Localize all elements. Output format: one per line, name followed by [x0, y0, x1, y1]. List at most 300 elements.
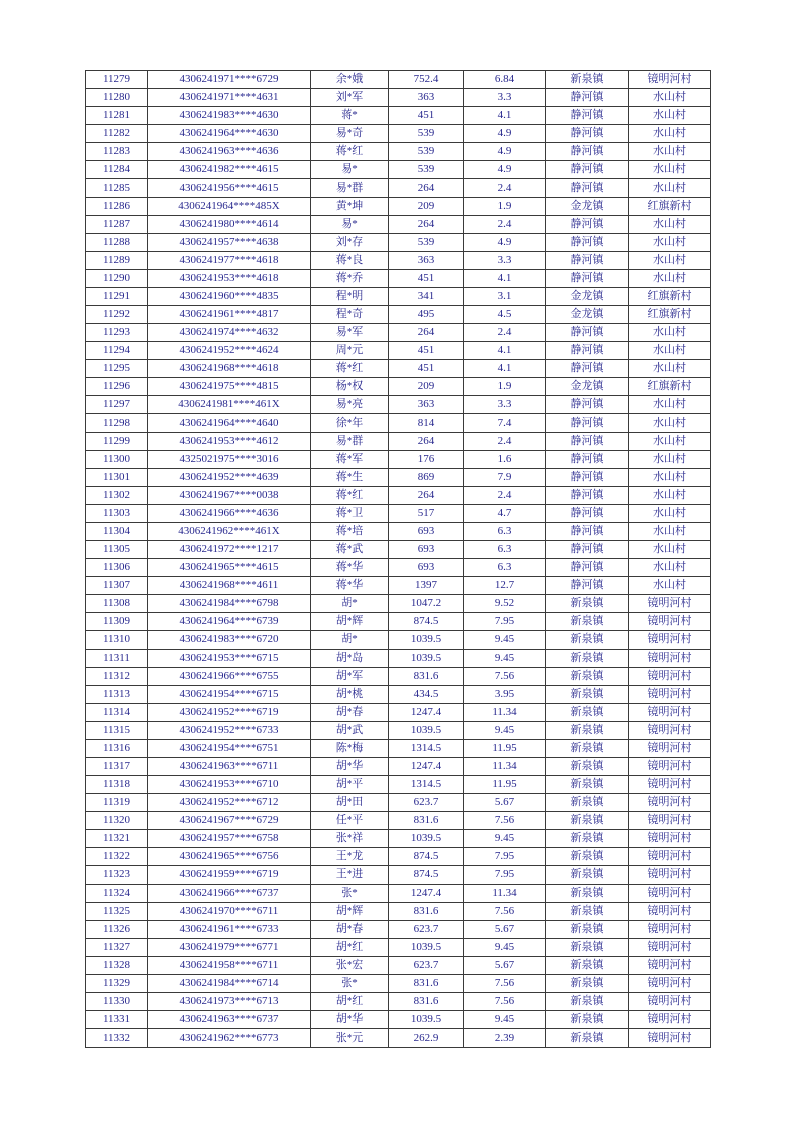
serial-cell: 11330: [86, 992, 148, 1010]
serial-cell: 11305: [86, 541, 148, 559]
rate-cell: 9.45: [464, 938, 546, 956]
serial-cell: 11280: [86, 89, 148, 107]
village-cell: 水山村: [629, 541, 711, 559]
rate-cell: 6.3: [464, 559, 546, 577]
serial-cell: 11288: [86, 233, 148, 251]
name-cell: 黄*坤: [311, 197, 389, 215]
rate-cell: 1.9: [464, 378, 546, 396]
records-table: [85, 70, 711, 1048]
table-row: [86, 649, 711, 667]
serial-cell: 11290: [86, 269, 148, 287]
name-cell: 张*: [311, 974, 389, 992]
rate-cell: 9.52: [464, 595, 546, 613]
village-cell: 水山村: [629, 342, 711, 360]
town-cell: 静河镇: [546, 215, 629, 233]
town-cell: 金龙镇: [546, 378, 629, 396]
serial-cell: 11313: [86, 685, 148, 703]
rate-cell: 3.95: [464, 685, 546, 703]
amount-cell: 831.6: [389, 812, 464, 830]
serial-cell: 11295: [86, 360, 148, 378]
serial-cell: 11320: [86, 812, 148, 830]
id-number-cell: 4306241952****6712: [148, 794, 311, 812]
name-cell: 易*亮: [311, 396, 389, 414]
table-row: [86, 830, 711, 848]
serial-cell: 11296: [86, 378, 148, 396]
amount-cell: 1039.5: [389, 830, 464, 848]
table-row: [86, 866, 711, 884]
serial-cell: 11285: [86, 179, 148, 197]
amount-cell: 1314.5: [389, 776, 464, 794]
town-cell: 静河镇: [546, 450, 629, 468]
village-cell: 水山村: [629, 107, 711, 125]
rate-cell: 4.9: [464, 233, 546, 251]
serial-cell: 11300: [86, 450, 148, 468]
id-number-cell: 4306241956****4615: [148, 179, 311, 197]
name-cell: 陈*梅: [311, 739, 389, 757]
serial-cell: 11308: [86, 595, 148, 613]
village-cell: 水山村: [629, 179, 711, 197]
name-cell: 王*进: [311, 866, 389, 884]
amount-cell: 693: [389, 541, 464, 559]
rate-cell: 4.9: [464, 125, 546, 143]
id-number-cell: 4306241960****4835: [148, 287, 311, 305]
rate-cell: 11.34: [464, 884, 546, 902]
id-number-cell: 4306241964****4640: [148, 414, 311, 432]
serial-cell: 11310: [86, 631, 148, 649]
name-cell: 胡*春: [311, 920, 389, 938]
rate-cell: 12.7: [464, 577, 546, 595]
village-cell: 水山村: [629, 522, 711, 540]
name-cell: 胡*辉: [311, 613, 389, 631]
rate-cell: 9.45: [464, 1011, 546, 1029]
name-cell: 胡*军: [311, 667, 389, 685]
rate-cell: 3.3: [464, 251, 546, 269]
name-cell: 蒋*武: [311, 541, 389, 559]
name-cell: 易*军: [311, 324, 389, 342]
amount-cell: 874.5: [389, 848, 464, 866]
id-number-cell: 4306241984****6714: [148, 974, 311, 992]
table-row: [86, 432, 711, 450]
serial-cell: 11297: [86, 396, 148, 414]
rate-cell: 6.3: [464, 541, 546, 559]
amount-cell: 176: [389, 450, 464, 468]
town-cell: 新泉镇: [546, 649, 629, 667]
id-number-cell: 4306241954****6751: [148, 739, 311, 757]
id-number-cell: 4306241972****1217: [148, 541, 311, 559]
name-cell: 刘*军: [311, 89, 389, 107]
amount-cell: 1397: [389, 577, 464, 595]
amount-cell: 539: [389, 233, 464, 251]
amount-cell: 623.7: [389, 956, 464, 974]
rate-cell: 5.67: [464, 794, 546, 812]
table-row: [86, 794, 711, 812]
serial-cell: 11318: [86, 776, 148, 794]
name-cell: 易*群: [311, 432, 389, 450]
name-cell: 余*娥: [311, 71, 389, 89]
village-cell: 水山村: [629, 486, 711, 504]
id-number-cell: 4306241979****6771: [148, 938, 311, 956]
table-row: [86, 450, 711, 468]
table-row: [86, 613, 711, 631]
rate-cell: 11.95: [464, 776, 546, 794]
name-cell: 蒋*: [311, 107, 389, 125]
village-cell: 镜明河村: [629, 812, 711, 830]
amount-cell: 539: [389, 125, 464, 143]
village-cell: 镜明河村: [629, 794, 711, 812]
town-cell: 金龙镇: [546, 306, 629, 324]
rate-cell: 3.3: [464, 89, 546, 107]
rate-cell: 6.3: [464, 522, 546, 540]
rate-cell: 9.45: [464, 721, 546, 739]
table-row: [86, 324, 711, 342]
table-row: [86, 667, 711, 685]
rate-cell: 7.56: [464, 812, 546, 830]
amount-cell: 1039.5: [389, 1011, 464, 1029]
id-number-cell: 4306241964****6739: [148, 613, 311, 631]
table-row: [86, 179, 711, 197]
town-cell: 新泉镇: [546, 848, 629, 866]
village-cell: 镜明河村: [629, 776, 711, 794]
name-cell: 胡*岛: [311, 649, 389, 667]
id-number-cell: 4306241953****4612: [148, 432, 311, 450]
name-cell: 易*群: [311, 179, 389, 197]
table-row: [86, 956, 711, 974]
name-cell: 蒋*红: [311, 486, 389, 504]
table-row: [86, 161, 711, 179]
table-row: [86, 342, 711, 360]
amount-cell: 451: [389, 107, 464, 125]
table-row: [86, 522, 711, 540]
serial-cell: 11304: [86, 522, 148, 540]
village-cell: 镜明河村: [629, 830, 711, 848]
id-number-cell: 4306241953****6715: [148, 649, 311, 667]
serial-cell: 11325: [86, 902, 148, 920]
serial-cell: 11332: [86, 1029, 148, 1048]
amount-cell: 363: [389, 251, 464, 269]
serial-cell: 11317: [86, 757, 148, 775]
name-cell: 程*奇: [311, 306, 389, 324]
serial-cell: 11322: [86, 848, 148, 866]
table-row: [86, 251, 711, 269]
town-cell: 静河镇: [546, 522, 629, 540]
name-cell: 蒋*培: [311, 522, 389, 540]
name-cell: 刘*存: [311, 233, 389, 251]
amount-cell: 209: [389, 197, 464, 215]
town-cell: 金龙镇: [546, 287, 629, 305]
id-number-cell: 4306241968****4618: [148, 360, 311, 378]
id-number-cell: 4306241952****6733: [148, 721, 311, 739]
rate-cell: 2.4: [464, 432, 546, 450]
town-cell: 静河镇: [546, 89, 629, 107]
village-cell: 水山村: [629, 125, 711, 143]
rate-cell: 7.56: [464, 992, 546, 1010]
village-cell: 水山村: [629, 215, 711, 233]
village-cell: 水山村: [629, 360, 711, 378]
town-cell: 新泉镇: [546, 812, 629, 830]
rate-cell: 7.56: [464, 667, 546, 685]
records-table-body: [86, 71, 711, 1048]
name-cell: 胡*辉: [311, 902, 389, 920]
id-number-cell: 4306241962****461X: [148, 522, 311, 540]
village-cell: 水山村: [629, 269, 711, 287]
table-row: [86, 541, 711, 559]
amount-cell: 262.9: [389, 1029, 464, 1048]
table-row: [86, 1029, 711, 1048]
name-cell: 张*祥: [311, 830, 389, 848]
serial-cell: 11301: [86, 468, 148, 486]
town-cell: 静河镇: [546, 251, 629, 269]
amount-cell: 693: [389, 522, 464, 540]
town-cell: 新泉镇: [546, 685, 629, 703]
amount-cell: 1247.4: [389, 884, 464, 902]
name-cell: 程*明: [311, 287, 389, 305]
name-cell: 胡*华: [311, 1011, 389, 1029]
rate-cell: 9.45: [464, 631, 546, 649]
amount-cell: 264: [389, 486, 464, 504]
town-cell: 静河镇: [546, 233, 629, 251]
village-cell: 水山村: [629, 89, 711, 107]
village-cell: 镜明河村: [629, 956, 711, 974]
table-row: [86, 812, 711, 830]
name-cell: 王*龙: [311, 848, 389, 866]
rate-cell: 2.4: [464, 179, 546, 197]
name-cell: 蒋*生: [311, 468, 389, 486]
amount-cell: 1039.5: [389, 649, 464, 667]
rate-cell: 4.9: [464, 161, 546, 179]
rate-cell: 7.9: [464, 468, 546, 486]
table-row: [86, 486, 711, 504]
table-row: [86, 468, 711, 486]
rate-cell: 11.95: [464, 739, 546, 757]
name-cell: 胡*平: [311, 776, 389, 794]
id-number-cell: 4306241965****4615: [148, 559, 311, 577]
name-cell: 张*宏: [311, 956, 389, 974]
rate-cell: 2.4: [464, 215, 546, 233]
amount-cell: 434.5: [389, 685, 464, 703]
serial-cell: 11282: [86, 125, 148, 143]
village-cell: 镜明河村: [629, 902, 711, 920]
rate-cell: 4.1: [464, 269, 546, 287]
rate-cell: 7.56: [464, 974, 546, 992]
table-row: [86, 504, 711, 522]
name-cell: 张*: [311, 884, 389, 902]
serial-cell: 11309: [86, 613, 148, 631]
name-cell: 胡*: [311, 595, 389, 613]
town-cell: 静河镇: [546, 414, 629, 432]
table-row: [86, 776, 711, 794]
village-cell: 水山村: [629, 143, 711, 161]
rate-cell: 4.1: [464, 342, 546, 360]
table-row: [86, 920, 711, 938]
serial-cell: 11321: [86, 830, 148, 848]
amount-cell: 451: [389, 342, 464, 360]
table-row: [86, 577, 711, 595]
amount-cell: 264: [389, 432, 464, 450]
id-number-cell: 4306241974****4632: [148, 324, 311, 342]
id-number-cell: 4306241954****6715: [148, 685, 311, 703]
serial-cell: 11329: [86, 974, 148, 992]
village-cell: 镜明河村: [629, 992, 711, 1010]
village-cell: 水山村: [629, 414, 711, 432]
village-cell: 镜明河村: [629, 685, 711, 703]
id-number-cell: 4306241952****6719: [148, 703, 311, 721]
id-number-cell: 4306241958****6711: [148, 956, 311, 974]
amount-cell: 539: [389, 143, 464, 161]
rate-cell: 1.6: [464, 450, 546, 468]
serial-cell: 11326: [86, 920, 148, 938]
name-cell: 蒋*华: [311, 577, 389, 595]
id-number-cell: 4306241963****4636: [148, 143, 311, 161]
table-row: [86, 992, 711, 1010]
village-cell: 镜明河村: [629, 703, 711, 721]
amount-cell: 1247.4: [389, 757, 464, 775]
table-row: [86, 739, 711, 757]
table-row: [86, 360, 711, 378]
rate-cell: 11.34: [464, 703, 546, 721]
town-cell: 新泉镇: [546, 1011, 629, 1029]
amount-cell: 451: [389, 360, 464, 378]
town-cell: 新泉镇: [546, 667, 629, 685]
serial-cell: 11279: [86, 71, 148, 89]
village-cell: 水山村: [629, 504, 711, 522]
rate-cell: 9.45: [464, 649, 546, 667]
id-number-cell: 4306241964****485X: [148, 197, 311, 215]
serial-cell: 11283: [86, 143, 148, 161]
village-cell: 红旗新村: [629, 197, 711, 215]
amount-cell: 209: [389, 378, 464, 396]
amount-cell: 264: [389, 324, 464, 342]
table-row: [86, 306, 711, 324]
town-cell: 静河镇: [546, 107, 629, 125]
serial-cell: 11331: [86, 1011, 148, 1029]
serial-cell: 11323: [86, 866, 148, 884]
table-row: [86, 269, 711, 287]
table-row: [86, 414, 711, 432]
table-row: [86, 89, 711, 107]
serial-cell: 11298: [86, 414, 148, 432]
rate-cell: 5.67: [464, 956, 546, 974]
village-cell: 红旗新村: [629, 287, 711, 305]
name-cell: 杨*权: [311, 378, 389, 396]
id-number-cell: 4306241968****4611: [148, 577, 311, 595]
serial-cell: 11302: [86, 486, 148, 504]
name-cell: 胡*桃: [311, 685, 389, 703]
town-cell: 新泉镇: [546, 703, 629, 721]
town-cell: 静河镇: [546, 179, 629, 197]
village-cell: 水山村: [629, 251, 711, 269]
rate-cell: 6.84: [464, 71, 546, 89]
amount-cell: 831.6: [389, 974, 464, 992]
rate-cell: 9.45: [464, 830, 546, 848]
village-cell: 水山村: [629, 324, 711, 342]
town-cell: 新泉镇: [546, 739, 629, 757]
rate-cell: 5.67: [464, 920, 546, 938]
table-row: [86, 902, 711, 920]
amount-cell: 874.5: [389, 613, 464, 631]
id-number-cell: 4306241982****4615: [148, 161, 311, 179]
table-row: [86, 757, 711, 775]
village-cell: 镜明河村: [629, 649, 711, 667]
village-cell: 水山村: [629, 233, 711, 251]
serial-cell: 11316: [86, 739, 148, 757]
village-cell: 镜明河村: [629, 739, 711, 757]
town-cell: 静河镇: [546, 504, 629, 522]
id-number-cell: 4306241953****4618: [148, 269, 311, 287]
town-cell: 静河镇: [546, 396, 629, 414]
serial-cell: 11319: [86, 794, 148, 812]
id-number-cell: 4306241967****0038: [148, 486, 311, 504]
table-row: [86, 884, 711, 902]
town-cell: 新泉镇: [546, 631, 629, 649]
town-cell: 新泉镇: [546, 938, 629, 956]
table-row: [86, 631, 711, 649]
town-cell: 静河镇: [546, 269, 629, 287]
town-cell: 金龙镇: [546, 197, 629, 215]
id-number-cell: 4306241952****4624: [148, 342, 311, 360]
name-cell: 蒋*红: [311, 143, 389, 161]
rate-cell: 4.7: [464, 504, 546, 522]
village-cell: 镜明河村: [629, 667, 711, 685]
village-cell: 水山村: [629, 559, 711, 577]
town-cell: 静河镇: [546, 468, 629, 486]
town-cell: 新泉镇: [546, 866, 629, 884]
table-row: [86, 107, 711, 125]
rate-cell: 3.1: [464, 287, 546, 305]
table-row: [86, 559, 711, 577]
rate-cell: 7.56: [464, 902, 546, 920]
amount-cell: 363: [389, 89, 464, 107]
rate-cell: 2.4: [464, 324, 546, 342]
town-cell: 新泉镇: [546, 830, 629, 848]
name-cell: 易*: [311, 215, 389, 233]
village-cell: 水山村: [629, 450, 711, 468]
id-number-cell: 4306241973****6713: [148, 992, 311, 1010]
amount-cell: 831.6: [389, 902, 464, 920]
town-cell: 新泉镇: [546, 613, 629, 631]
village-cell: 镜明河村: [629, 1029, 711, 1048]
id-number-cell: 4306241957****4638: [148, 233, 311, 251]
town-cell: 静河镇: [546, 486, 629, 504]
town-cell: 新泉镇: [546, 1029, 629, 1048]
serial-cell: 11289: [86, 251, 148, 269]
table-row: [86, 215, 711, 233]
amount-cell: 831.6: [389, 667, 464, 685]
amount-cell: 1314.5: [389, 739, 464, 757]
id-number-cell: 4306241962****6773: [148, 1029, 311, 1048]
town-cell: 静河镇: [546, 125, 629, 143]
table-row: [86, 595, 711, 613]
town-cell: 静河镇: [546, 577, 629, 595]
town-cell: 新泉镇: [546, 956, 629, 974]
id-number-cell: 4306241966****6737: [148, 884, 311, 902]
serial-cell: 11286: [86, 197, 148, 215]
table-row: [86, 685, 711, 703]
id-number-cell: 4306241967****6729: [148, 812, 311, 830]
town-cell: 新泉镇: [546, 794, 629, 812]
name-cell: 蒋*良: [311, 251, 389, 269]
village-cell: 红旗新村: [629, 306, 711, 324]
town-cell: 静河镇: [546, 432, 629, 450]
amount-cell: 1047.2: [389, 595, 464, 613]
village-cell: 镜明河村: [629, 866, 711, 884]
id-number-cell: 4306241975****4815: [148, 378, 311, 396]
village-cell: 镜明河村: [629, 884, 711, 902]
id-number-cell: 4306241983****4630: [148, 107, 311, 125]
name-cell: 胡*武: [311, 721, 389, 739]
village-cell: 红旗新村: [629, 378, 711, 396]
town-cell: 静河镇: [546, 541, 629, 559]
serial-cell: 11284: [86, 161, 148, 179]
